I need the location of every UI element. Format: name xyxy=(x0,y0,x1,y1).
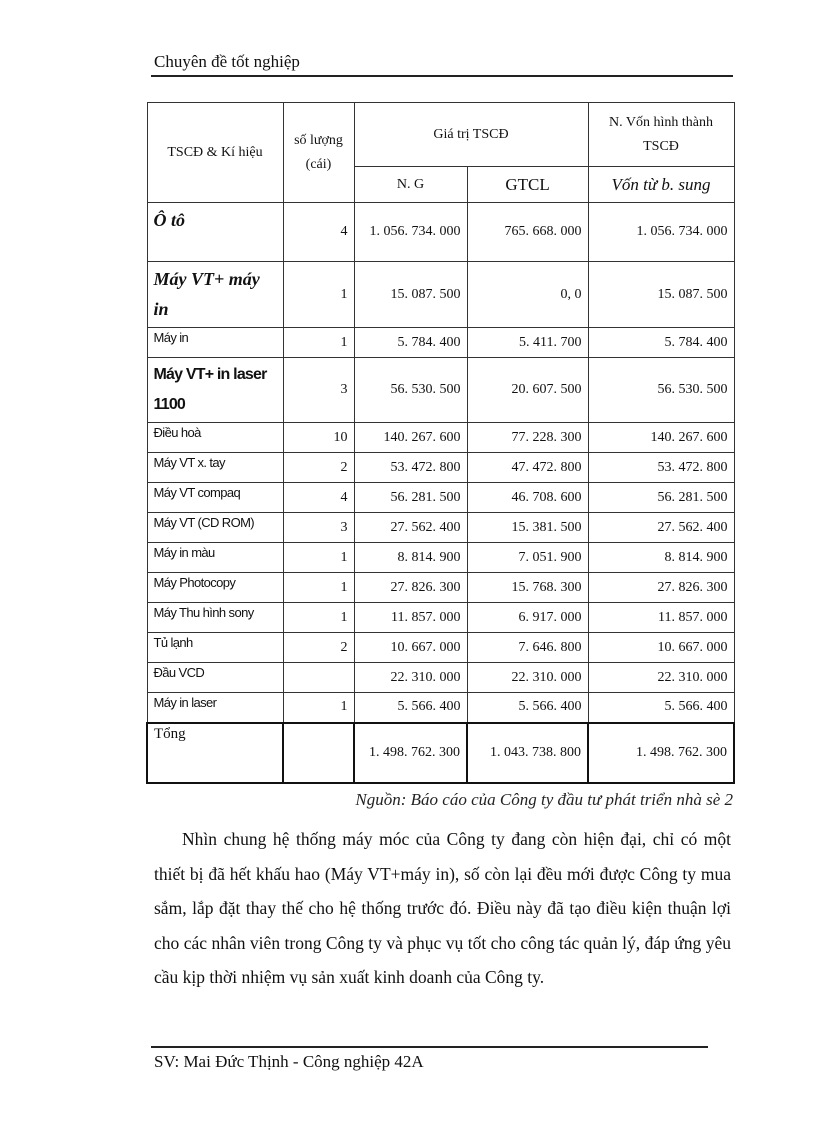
table-row xyxy=(147,573,734,603)
asset-ng: 56. 281. 500 xyxy=(354,483,467,513)
header-ng: N. G xyxy=(354,167,467,203)
total-label: Tổng xyxy=(147,723,283,783)
asset-source: 1. 056. 734. 000 xyxy=(588,203,734,262)
asset-qty xyxy=(283,663,354,693)
asset-qty: 10 xyxy=(283,423,354,453)
asset-ng: 11. 857. 000 xyxy=(354,603,467,633)
header-source: N. Vốn hình thành TSCĐ xyxy=(588,103,734,167)
table-row xyxy=(147,453,734,483)
asset-name: Tủ lạnh xyxy=(147,633,283,663)
asset-gtcl: 46. 708. 600 xyxy=(467,483,588,513)
table-row xyxy=(147,328,734,358)
asset-name: Máy VT+ in laser 1100 xyxy=(147,358,283,423)
asset-qty: 3 xyxy=(283,358,354,423)
asset-source: 140. 267. 600 xyxy=(588,423,734,453)
header-gtcl: GTCL xyxy=(467,167,588,203)
asset-name: Máy VT+ máy in xyxy=(147,262,283,328)
page-footer-text: SV: Mai Đức Thịnh - Công nghiệp 42A xyxy=(154,1052,424,1071)
asset-ng: 27. 826. 300 xyxy=(354,573,467,603)
asset-name: Máy in màu xyxy=(147,543,283,573)
asset-source: 53. 472. 800 xyxy=(588,453,734,483)
asset-gtcl: 6. 917. 000 xyxy=(467,603,588,633)
asset-source: 27. 826. 300 xyxy=(588,573,734,603)
asset-ng: 5. 566. 400 xyxy=(354,693,467,723)
table-row xyxy=(147,603,734,633)
body-paragraph: Nhìn chung hệ thống máy móc của Công ty đang còn hiện đại, chỉ có một thiết bị đã hết khấu hao (Máy VT+máy in), số còn lại đều mới được Công ty mua sắm, lắp đặt thay thế cho hệ thống trước đó. Điều này đã tạo điều kiện thuận lợi cho các nhân viên trong Công ty và phục vụ tốt cho công tác quản lý, đáp ứng yêu cầu kịp thời nhiệm vụ sản xuất kinh doanh của Công ty. xyxy=(154,829,731,987)
total-gtcl: 1. 043. 738. 800 xyxy=(467,723,588,783)
asset-qty: 1 xyxy=(283,693,354,723)
header-quantity: số lượng (cái) xyxy=(283,103,354,203)
asset-name: Máy VT compaq xyxy=(147,483,283,513)
asset-ng: 8. 814. 900 xyxy=(354,543,467,573)
asset-qty: 1 xyxy=(283,573,354,603)
asset-name: Máy in xyxy=(147,328,283,358)
header-value: Giá trị TSCĐ xyxy=(354,103,588,167)
asset-gtcl: 5. 566. 400 xyxy=(467,693,588,723)
asset-ng: 56. 530. 500 xyxy=(354,358,467,423)
asset-source: 15. 087. 500 xyxy=(588,262,734,328)
asset-ng: 53. 472. 800 xyxy=(354,453,467,483)
asset-ng: 140. 267. 600 xyxy=(354,423,467,453)
asset-ng: 22. 310. 000 xyxy=(354,663,467,693)
asset-name: Máy VT (CD ROM) xyxy=(147,513,283,543)
source-note: Nguồn: Báo cáo của Công ty đầu tư phát triển nhà sè 2 xyxy=(355,790,733,809)
asset-gtcl: 15. 768. 300 xyxy=(467,573,588,603)
table-row xyxy=(147,543,734,573)
asset-qty: 4 xyxy=(283,483,354,513)
asset-gtcl: 765. 668. 000 xyxy=(467,203,588,262)
table-row xyxy=(147,693,734,723)
asset-source: 56. 281. 500 xyxy=(588,483,734,513)
asset-qty: 1 xyxy=(283,543,354,573)
footer-divider xyxy=(151,1046,708,1048)
asset-name: Đầu VCD xyxy=(147,663,283,693)
table-row xyxy=(147,633,734,663)
asset-source: 27. 562. 400 xyxy=(588,513,734,543)
asset-source: 8. 814. 900 xyxy=(588,543,734,573)
asset-qty: 2 xyxy=(283,633,354,663)
total-row xyxy=(147,723,734,783)
asset-qty: 3 xyxy=(283,513,354,543)
asset-ng: 10. 667. 000 xyxy=(354,633,467,663)
table-row xyxy=(147,262,734,328)
asset-qty: 1 xyxy=(283,328,354,358)
header-supplement: Vốn từ b. sung xyxy=(588,167,734,203)
table-row xyxy=(147,513,734,543)
asset-gtcl: 20. 607. 500 xyxy=(467,358,588,423)
asset-source: 5. 566. 400 xyxy=(588,693,734,723)
asset-gtcl: 7. 051. 900 xyxy=(467,543,588,573)
asset-gtcl: 47. 472. 800 xyxy=(467,453,588,483)
table-row xyxy=(147,483,734,513)
total-qty xyxy=(283,723,354,783)
asset-name: Điều hoà xyxy=(147,423,283,453)
asset-source: 22. 310. 000 xyxy=(588,663,734,693)
asset-source: 56. 530. 500 xyxy=(588,358,734,423)
total-ng: 1. 498. 762. 300 xyxy=(354,723,467,783)
asset-qty: 4 xyxy=(283,203,354,262)
fixed-assets-table xyxy=(146,102,735,784)
asset-ng: 1. 056. 734. 000 xyxy=(354,203,467,262)
asset-gtcl: 15. 381. 500 xyxy=(467,513,588,543)
asset-qty: 1 xyxy=(283,603,354,633)
table-row xyxy=(147,423,734,453)
asset-qty: 2 xyxy=(283,453,354,483)
asset-gtcl: 77. 228. 300 xyxy=(467,423,588,453)
asset-gtcl: 22. 310. 000 xyxy=(467,663,588,693)
asset-gtcl: 7. 646. 800 xyxy=(467,633,588,663)
table-row xyxy=(147,203,734,262)
asset-name: Máy Photocopy xyxy=(147,573,283,603)
asset-name: Ô tô xyxy=(147,203,283,262)
asset-name: Máy in laser xyxy=(147,693,283,723)
asset-ng: 5. 784. 400 xyxy=(354,328,467,358)
asset-source: 11. 857. 000 xyxy=(588,603,734,633)
page-header-title: Chuyên đề tốt nghiệp xyxy=(154,52,300,71)
asset-source: 10. 667. 000 xyxy=(588,633,734,663)
asset-qty: 1 xyxy=(283,262,354,328)
asset-ng: 15. 087. 500 xyxy=(354,262,467,328)
asset-ng: 27. 562. 400 xyxy=(354,513,467,543)
total-source: 1. 498. 762. 300 xyxy=(588,723,734,783)
table-row xyxy=(147,663,734,693)
asset-gtcl: 5. 411. 700 xyxy=(467,328,588,358)
table-row xyxy=(147,358,734,423)
header-asset: TSCĐ & Kí hiệu xyxy=(147,103,283,203)
header-divider xyxy=(151,75,733,77)
asset-source: 5. 784. 400 xyxy=(588,328,734,358)
asset-gtcl: 0, 0 xyxy=(467,262,588,328)
asset-name: Máy VT x. tay xyxy=(147,453,283,483)
asset-name: Máy Thu hình sony xyxy=(147,603,283,633)
